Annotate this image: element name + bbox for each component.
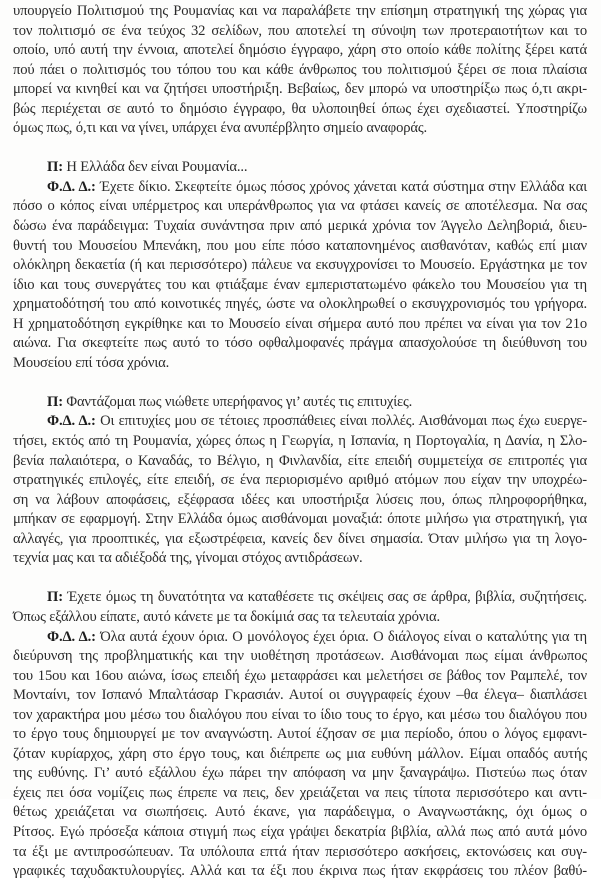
- speaker-label: Φ.Δ. Δ.:: [47, 413, 96, 430]
- text-line: Μονταίνι, τον Ισπανό Μπαλτάσαρ Γκρασιάν. Αυτοί οι συγγραφείς έχουν –θα έλεγα– διαπλάσει: [13, 687, 587, 704]
- text-line: γραφικές ταχυδακτυλουργίες. Αλλά και τα έξι που έκρινα πως ήταν εκφράσεις του πλέον βαθύ-: [13, 863, 587, 880]
- answer-text: Έχετε δίκιο. Σκεφτείτε όμως πόσος χρόνος χάνεται κατά σύστημα στην Ελλάδα και: [95, 178, 587, 195]
- text-line: Όπως εξάλλου είπατε, αυτό κάνετε με τα δοκίμιά σας τα τελευταία χρόνια.: [13, 608, 441, 625]
- text-line: στρατηγικές επιλογές, είτε επειδή, σε ένα περιορισμένο αριθμό ατόμων που είχαν την υποχρέω-: [13, 472, 587, 489]
- interview-question: [13, 158, 587, 178]
- text-line: [13, 158, 587, 178]
- text-line: χρηματοδότησή του από κοινοτικές πηγές, ώστε να ολοκληρωθεί ο εκσυγχρονισμός του γρήγορα.: [13, 296, 587, 313]
- speaker-label: Φ.Δ. Δ.:: [47, 178, 96, 195]
- text-line: [13, 412, 587, 432]
- text-line: πού πάει ο πολιτισμός του τόπου του και κάθε άνθρωπος του πολιτισμού ξέρει σε ποια πλαίσια: [13, 61, 587, 78]
- answer-text: Οι επιτυχίες μου σε τέτοιες προσπάθειες είναι πολλές. Αισθάνομαι πως έχω ευεργε-: [95, 413, 587, 430]
- answer-text: Όλα αυτά έχουν όρια. Ο μονόλογος έχει όρια. Ο διάλογος είναι ο καταλύτης για τη: [95, 628, 587, 645]
- text-line: τεχνία μας και τα αδιέξοδά της, γίνομαι στόχος αντιδράσεων.: [13, 550, 363, 567]
- paragraph-continuation: [13, 2, 587, 139]
- text-line: ζόταν κυρίαρχος, χάρη στο έργο τους, και διέπρεπε ως μια ευθύνη μάλλον. Είμαι οπαδός αυτής: [13, 745, 587, 762]
- paragraph-gap: [13, 569, 587, 589]
- text-line: μπορεί να κινηθεί και να ζητήσει υποστήριξη. Βεβαίως, δεν μπορώ να υποστηρίξω πως ό,τι ακρι-: [13, 81, 587, 98]
- text-line: βώς περιέχεται σε αυτό το δημόσιο έγγραφο, θα υλοποιηθεί όπως έχει σχεδιαστεί. Υποστηρίζω: [13, 100, 587, 117]
- text-column: [13, 2, 587, 882]
- interview-question: [13, 588, 587, 627]
- text-line: οποίο, υπό αυτή την έννοια, αποτελεί δημόσιο έγγραφο, χάρη στο οποίο κάθε πολίτης ξέρει κατά: [13, 42, 587, 59]
- text-line: Ρίτσος. Εγώ πρόσεξα κάποια στιγμή πως είχα γράψει δεκατρία βιβλία, αλλά πως από αυτά μόνο: [13, 823, 587, 840]
- speaker-label: Π:: [47, 159, 63, 176]
- paragraph-gap: [13, 373, 587, 393]
- question-text: Η Ελλάδα δεν είναι Ρουμανία...: [62, 159, 248, 176]
- text-line: δώσω ένα παράδειγμα: Τυχαία συνάντησα πριν από μερικά χρόνια τον Άγγελο Δεληβοριά, διευ-: [13, 218, 587, 235]
- text-line: Η χρηματοδότηση εγκρίθηκε και το Μουσείο είναι σήμερα αυτό που πρέπει να είναι για τον 21ο: [13, 315, 587, 332]
- text-line: Μουσείου επί τόσα χρόνια.: [13, 354, 170, 371]
- text-line: [13, 628, 587, 648]
- text-line: θυντή του Μουσείου Μπενάκη, που μου είπε πόσο καταπονημένος αισθανόταν, καθώς επί μιαν: [13, 237, 587, 254]
- text-line: τον πολιτισμό σε ένα τεύχος 32 σελίδων, που αποτελεί τη σύνοψη των προτεραιοτήτων και το: [13, 22, 587, 39]
- text-line: τα έξι με αντιπροσώπευαν. Τα υπόλοιπα επτά ήταν περισσότερο ασκήσεις, εκτονώσεις και συγ-: [13, 843, 587, 860]
- speaker-label: Φ.Δ. Δ.:: [47, 628, 96, 645]
- text-line: υπουργείο Πολιτισμού της Ρουμανίας και να παραλάβετε την επίσημη στρατηγική της χώρας για: [13, 3, 587, 19]
- text-line: της ευθύνης. Γι’ αυτό εξάλλου έχω πάρει την απόφαση να μην ξαναγράψω. Πιστεύω πως όταν: [13, 765, 587, 782]
- interview-answer: [13, 178, 587, 373]
- text-line: έχεις πει όσα νομίζεις πως έπρεπε να πεις, δεν χρειάζεται να πεις τίποτα περισσότερο και αντι-: [13, 784, 587, 801]
- text-line: το έργο τους δημιουργεί με τον αναγνώστη. Αυτοί έζησαν σε μια περίοδο, όπου ο λόγος εμφανι-: [13, 726, 587, 743]
- question-text: Έχετε όμως τη δυνατότητα να καταθέσετε τις σκέψεις σας σε άρθρα, βιβλία, συζητήσεις.: [62, 589, 587, 606]
- text-line: [13, 588, 587, 608]
- text-line: [13, 393, 587, 413]
- interview-question: [13, 393, 587, 413]
- text-line: ση να λάβουν αποφάσεις, εξέφρασα ιδέες και υποστήριξα λύσεις που, όπως πληροφορήθηκα,: [13, 491, 587, 508]
- question-text: Φαντάζομαι πως νιώθετε υπερήφανος γι’ αυτές τις επιτυχίες.: [62, 393, 413, 410]
- paragraph-gap: [13, 139, 587, 159]
- text-line: μπήκαν σε εφαρμογή. Στην Ελλάδα όμως αισθάνομαι μοναξιά: όποτε μιλήσω για στρατηγική, για: [13, 511, 587, 528]
- text-line: ίδιο και τους συνεργάτες του και φτιάξαμε έναν εμπεριστατωμένο φάκελο του Μουσείου για τη: [13, 276, 587, 293]
- text-line: ολόκληρη δεκαετία (ή και περισσότερο) πάλευε να εκσυγχρονίσει το Μουσείο. Εργάστηκα με τον: [13, 257, 587, 274]
- text-line: αλλαγές, για προοπτικές, για εξωστρέφεια, κανείς δεν δίνει σημασία. Όταν μιλήσω για τη λογο-: [13, 530, 587, 547]
- text-line: αιώνα. Για σκεφτείτε πως αυτό το τόσο οφθαλμοφανές πράγμα απασχολούσε τη διεύθυνση του: [13, 335, 587, 352]
- text-line: διεύρυνση της προβληματικής και την υιοθέτηση προτάσεων. Αισθάνομαι πως είμαι άνθρωπος: [13, 648, 587, 665]
- text-line: πόσο ο κόπος είναι υπέρμετρος και υπεράνθρωπος για να φτάσει κανείς σε αποτέλεσμα. Να σας: [13, 198, 587, 215]
- text-line: τήσει, εκτός από τη Ρουμανία, χώρες όπως η Γεωργία, η Ισπανία, η Πορτογαλία, η Δανία, η Σλο-: [13, 433, 587, 450]
- text-line: βενία παλαιότερα, ο Καναδάς, το Βέλγιο, η Φινλανδία, είτε επειδή συμμετείχα σε επιτροπές για: [13, 452, 587, 469]
- interview-answer: [13, 412, 587, 568]
- text-line: [13, 178, 587, 198]
- interview-answer: [13, 628, 587, 882]
- speaker-label: Π:: [47, 589, 63, 606]
- text-line: όμως πως, ό,τι και να γίνει, υπάρχει ένα ανυπέρβλητο σημείο αναφοράς.: [13, 120, 427, 137]
- text-line: τον χαρακτήρα μου μέσω του διαλόγου που είναι το ίδιο τους το έργο, και μέσω του διαλόγου που: [13, 706, 587, 723]
- text-line: θέτως χρειάζεται να σιωπήσεις. Αυτό έκανε, για παράδειγμα, ο Αναγνωστάκης, όχι όμως ο: [13, 804, 587, 821]
- speaker-label: Π:: [47, 393, 63, 410]
- text-line: του 15ου και 16ου αιώνα, ίσως επειδή έχω μεταφράσει και μελετήσει σε βάθος τον Ραμπελέ, τον: [13, 667, 587, 684]
